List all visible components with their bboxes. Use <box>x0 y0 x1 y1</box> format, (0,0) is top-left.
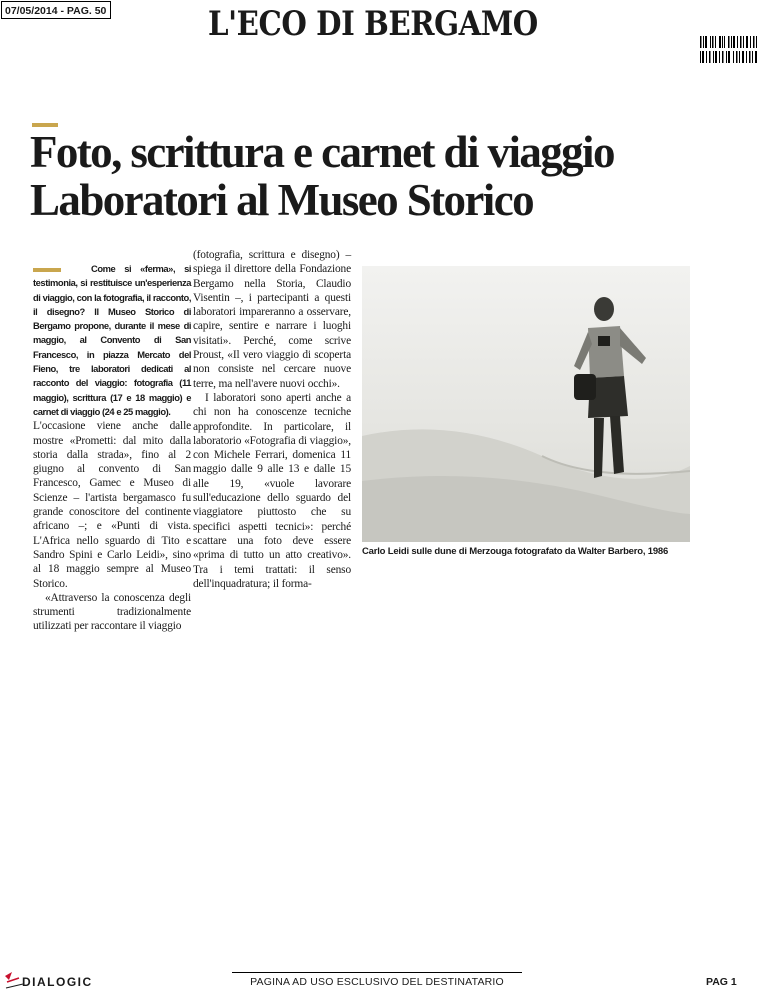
article-column-1 <box>33 262 191 634</box>
article-photo <box>362 266 690 542</box>
page-number: PAG 1 <box>706 976 737 988</box>
footer-divider <box>232 972 522 973</box>
headline-line-1: Foto, scrittura e carnet di viaggio <box>30 127 614 177</box>
body-paragraph: I laboratori sono aperti anche a chi non ha conoscenze tecniche approfondite. In particolare, il laboratorio «Fotografia di viaggio», con Michele Ferrari, domenica 11 maggio dalle 9 alle 13 e dalle 15 alle 19, «vuole lavorare sull'educazione dello sguardo del viaggiatore piuttosto che su specifici aspetti tecnici»: perché scattare una foto deve essere «prima di tutto un atto creativo». Tra i temi trattati: il senso dell'inquadratura; il forma- <box>193 391 351 590</box>
lead-accent-bar <box>33 268 61 272</box>
article-column-2 <box>193 248 351 591</box>
desert-traveler-image <box>362 266 690 542</box>
barcode-icon <box>700 36 758 64</box>
body-paragraph: (fotografia, scrittura e disegno) – spiega il direttore della Fondazione Bergamo nella Storia, Claudio Visentin –, i partecipanti a questi laboratori impareranno a osservare, capire, sentire e narrare i luoghi visitati». Perché, come scrive Proust, «Il vero viaggio di scoperta non consiste nel cercare nuove terre, ma nell'avere nuovi occhi». <box>193 249 351 390</box>
footer-notice: PAGINA AD USO ESCLUSIVO DEL DESTINATARIO <box>250 976 504 988</box>
logo-text: DIALOGIC <box>22 975 93 989</box>
newspaper-masthead: L'ECO DI BERGAMO <box>208 4 538 44</box>
photo-caption: Carlo Leidi sulle dune di Merzouga fotografato da Walter Barbero, 1986 <box>362 546 669 557</box>
body-paragraph: L'occasione viene anche dalle mostre «Prometti: dal mito dalla storia dalla strada», fino al 2 giugno al convento di San Francesco, Gamec e Museo di Scienze – l'artista bergamasco fu grande conoscitore del continente africano –; e «Punti di vista. L'Africa nello sguardo di Tito e Sandro Spini e Carlo Leidi», sino al 18 maggio sempre al Museo Storico. <box>33 420 191 590</box>
headline-line-2: Laboratori al Museo Storico <box>30 175 533 225</box>
lead-text: Come si «ferma», si testimonia, si restituisce un'esperienza di viaggio, con la fotografia, il racconto, il disegno? Il Museo Storico di Bergamo propone, durante il mese di maggio, al Convento di San Francesco, in piazza Mercato del Fieno, tre laboratori dedicati al racconto del viaggio: fotografia (11 maggio), scrittura (17 e 18 maggio) e carnet di viaggio (24 e 25 maggio). <box>33 263 191 417</box>
article-headline <box>30 128 730 224</box>
lead-paragraph <box>33 262 191 419</box>
body-paragraph: «Attraverso la conoscenza degli strumenti tradizionalmente utilizzati per raccontare il viaggio <box>33 591 191 633</box>
page-date-label: 07/05/2014 - PAG. 50 <box>1 1 111 19</box>
